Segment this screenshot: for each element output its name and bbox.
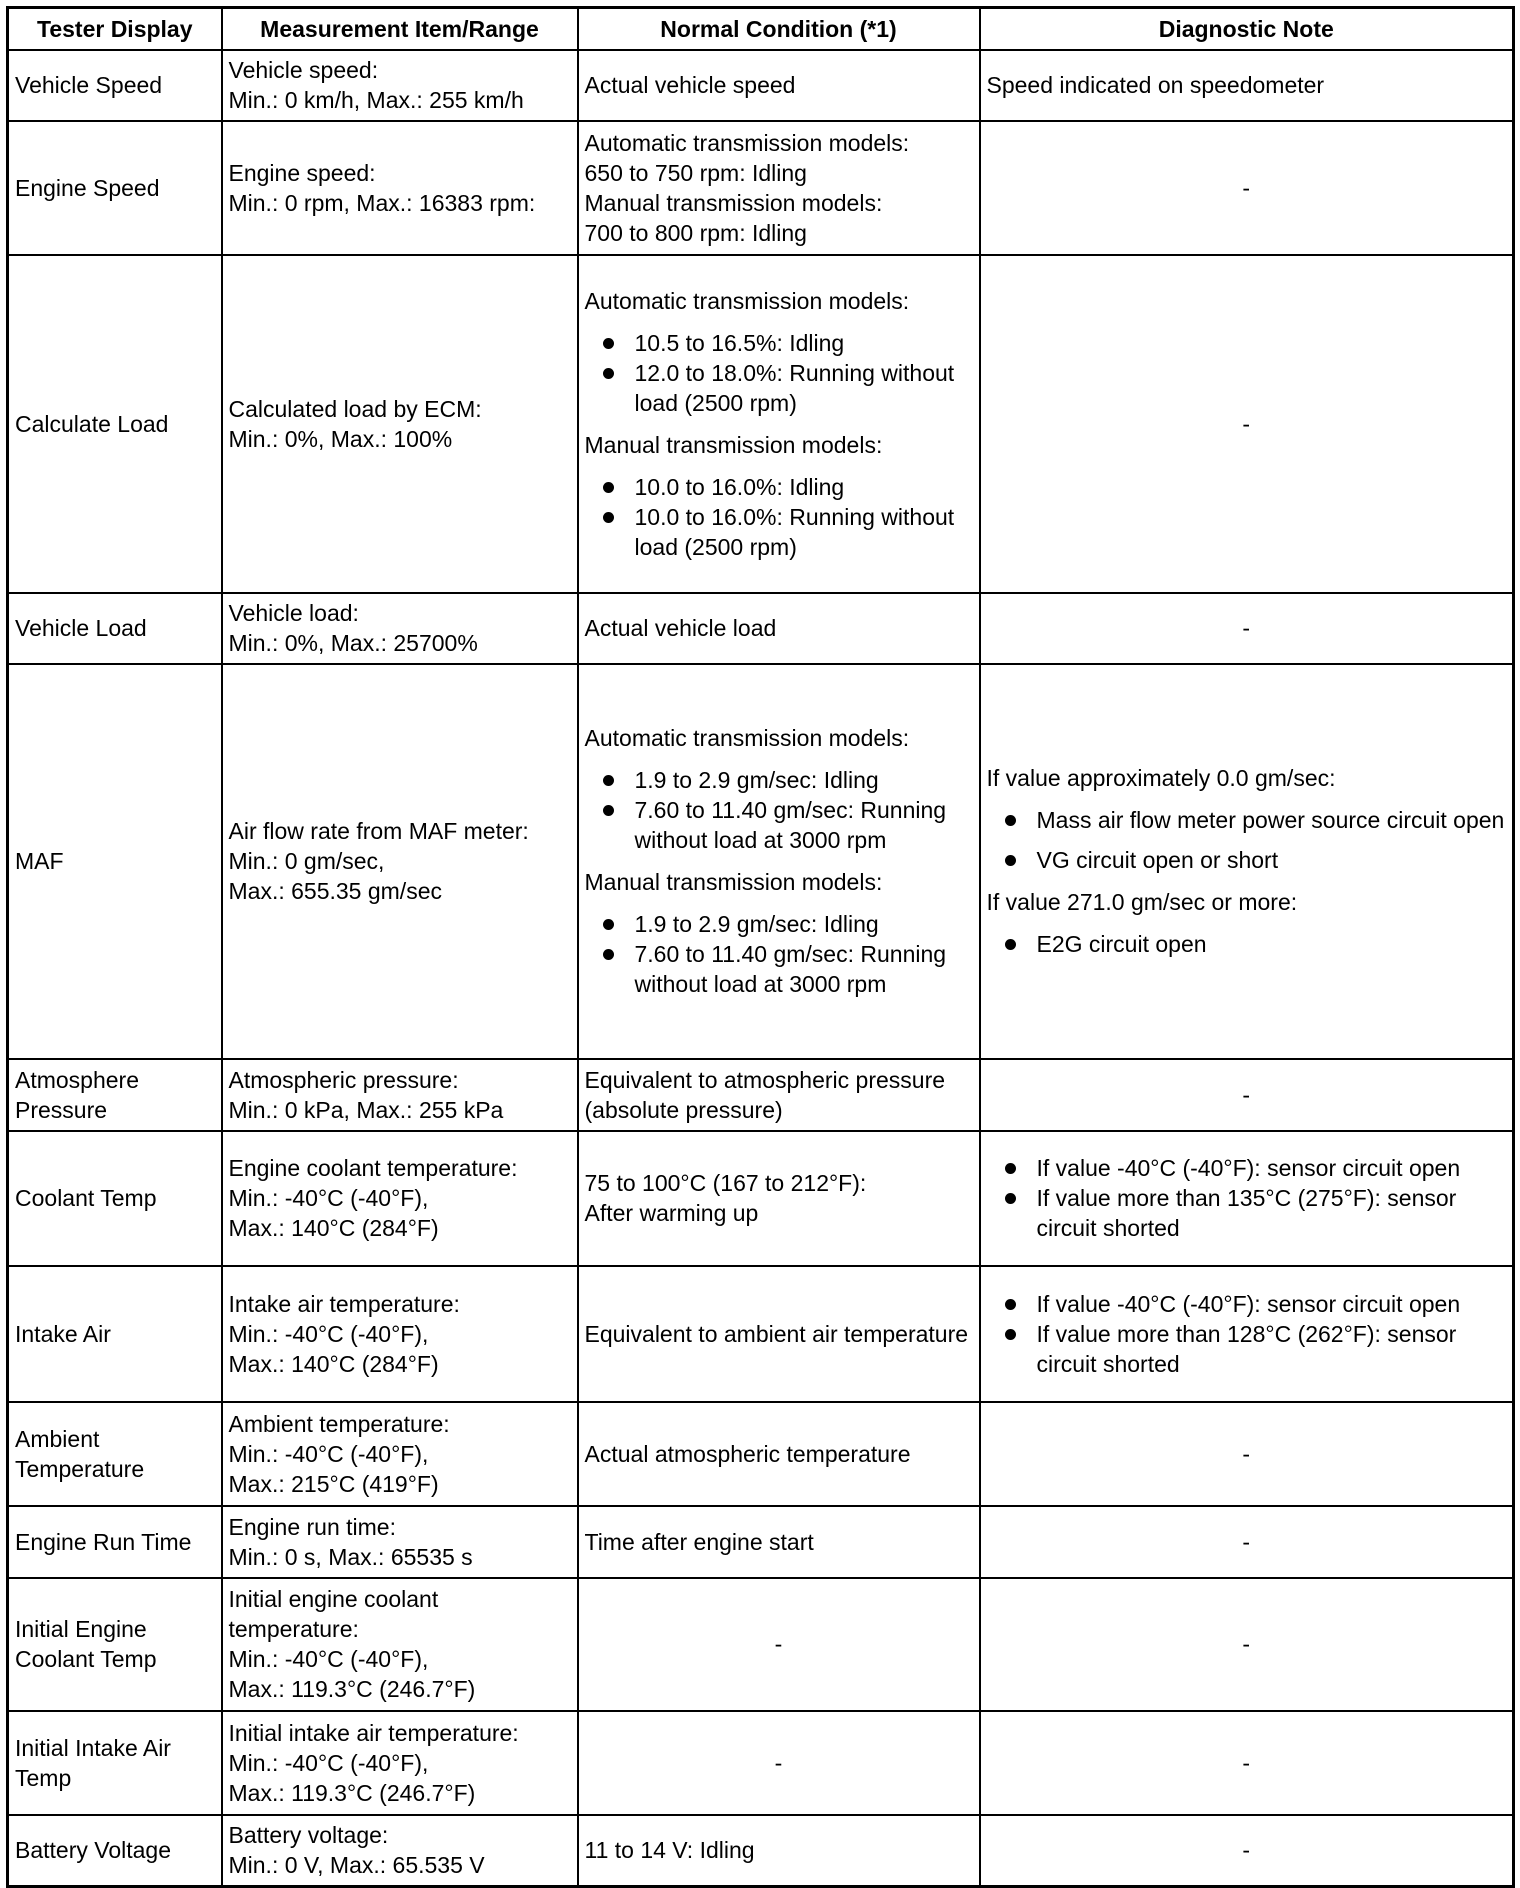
range-line: Min.: -40°C (-40°F),: [228, 1440, 429, 1467]
normal-condition-cell: [578, 1131, 980, 1266]
tester-display-cell: Atmosphere Pressure: [8, 1059, 222, 1131]
list-item: If value -40°C (-40°F): sensor circuit open: [987, 1153, 1507, 1183]
header-tester-display: Tester Display: [8, 8, 222, 50]
condition-list: [585, 909, 973, 999]
range-line: Min.: 0%, Max.: 25700%: [228, 630, 478, 656]
range-cell: [222, 255, 578, 593]
diagnostic-note-cell: -: [980, 1059, 1514, 1131]
condition-line: After warming up: [584, 1200, 759, 1226]
tester-display-cell: Initial Engine Coolant Temp: [8, 1578, 222, 1711]
list-item: 1.9 to 2.9 gm/sec: Idling: [585, 909, 973, 939]
range-line: Min.: 0 s, Max.: 65535 s: [228, 1543, 473, 1570]
diagnostic-note-cell: -: [980, 121, 1514, 255]
range-line: Min.: -40°C (-40°F),: [228, 1185, 429, 1211]
range-line: Min.: -40°C (-40°F),: [228, 1320, 429, 1347]
range-line: Engine speed:: [228, 159, 376, 186]
range-cell: [222, 1815, 578, 1887]
diagnostic-note-cell: -: [980, 255, 1514, 593]
range-line: Engine run time:: [228, 1513, 396, 1540]
range-cell: [222, 1131, 578, 1266]
range-line: Vehicle load:: [228, 600, 359, 626]
note-heading: If value 271.0 gm/sec or more:: [986, 889, 1298, 915]
condition-heading: Manual transmission models:: [584, 431, 883, 458]
range-line: Max.: 140°C (284°F): [228, 1215, 439, 1241]
tester-display-cell: Vehicle Load: [8, 593, 222, 664]
normal-condition-cell: Time after engine start: [578, 1506, 980, 1578]
note-list: [987, 1289, 1507, 1379]
diagnostic-note-cell: -: [980, 1506, 1514, 1578]
diagnostic-note-cell: -: [980, 1578, 1514, 1711]
tester-display-cell: Battery Voltage: [8, 1815, 222, 1887]
normal-condition-cell: -: [578, 1578, 980, 1711]
note-list: [987, 929, 1507, 959]
table-row: [8, 1578, 1514, 1711]
condition-heading: Manual transmission models:: [584, 869, 883, 895]
range-line: Air flow rate from MAF meter:: [228, 818, 529, 844]
normal-condition-cell: Equivalent to ambient air temperature: [578, 1266, 980, 1402]
normal-condition-cell: -: [578, 1711, 980, 1815]
list-item: Mass air flow meter power source circuit open: [987, 805, 1507, 835]
range-line: Min.: -40°C (-40°F),: [228, 1646, 429, 1672]
tester-display-cell: Calculate Load: [8, 255, 222, 593]
table-row: [8, 1131, 1514, 1266]
tester-display-cell: Engine Speed: [8, 121, 222, 255]
condition-heading: Automatic transmission models:: [584, 287, 910, 314]
table-row: [8, 50, 1514, 121]
normal-condition-cell: Actual vehicle speed: [578, 50, 980, 121]
normal-condition-cell: Actual atmospheric temperature: [578, 1402, 980, 1506]
range-cell: [222, 50, 578, 121]
condition-list: [585, 328, 973, 418]
range-line: Min.: 0 V, Max.: 65.535 V: [228, 1852, 485, 1879]
header-diagnostic-note: Diagnostic Note: [980, 8, 1514, 50]
header-row: [8, 8, 1514, 50]
header-measurement-range: Measurement Item/Range: [222, 8, 578, 50]
note-heading: If value approximately 0.0 gm/sec:: [986, 765, 1336, 791]
range-line: Initial intake air temperature:: [228, 1719, 519, 1746]
table-row: [8, 1402, 1514, 1506]
table-row: [8, 1815, 1514, 1887]
tester-display-cell: Ambient Temperature: [8, 1402, 222, 1506]
range-line: Engine coolant temperature:: [228, 1155, 518, 1181]
normal-condition-cell: [578, 255, 980, 593]
list-item: If value -40°C (-40°F): sensor circuit open: [987, 1289, 1507, 1319]
range-line: Min.: 0 gm/sec,: [228, 848, 385, 874]
range-cell: [222, 1059, 578, 1131]
range-line: Ambient temperature:: [228, 1410, 450, 1437]
range-cell: [222, 593, 578, 664]
condition-line: Automatic transmission models:: [584, 129, 910, 156]
range-line: Min.: -40°C (-40°F),: [228, 1749, 429, 1776]
list-item: If value more than 128°C (262°F): sensor circuit shorted: [987, 1319, 1507, 1379]
tester-display-cell: MAF: [8, 664, 222, 1059]
table-row: [8, 121, 1514, 255]
list-item: If value more than 135°C (275°F): sensor circuit shorted: [987, 1183, 1507, 1243]
note-list: [987, 1153, 1507, 1243]
tester-display-cell: Coolant Temp: [8, 1131, 222, 1266]
range-cell: [222, 1506, 578, 1578]
tester-display-cell: Intake Air: [8, 1266, 222, 1402]
tester-display-cell: Vehicle Speed: [8, 50, 222, 121]
diagnostic-note-cell: [980, 664, 1514, 1059]
list-item: 1.9 to 2.9 gm/sec: Idling: [585, 765, 973, 795]
table-row: [8, 1506, 1514, 1578]
condition-line: 650 to 750 rpm: Idling: [584, 159, 807, 186]
header-normal-condition: Normal Condition (*1): [578, 8, 980, 50]
range-cell: [222, 1711, 578, 1815]
list-item: 10.0 to 16.0%: Idling: [585, 472, 973, 502]
condition-line: 700 to 800 rpm: Idling: [584, 219, 807, 246]
data-list-table: [6, 6, 1515, 1888]
data-list-table-container: [6, 6, 1512, 1888]
list-item: 7.60 to 11.40 gm/sec: Running without load at 3000 rpm: [585, 939, 973, 999]
normal-condition-cell: Equivalent to atmospheric pressure (absolute pressure): [578, 1059, 980, 1131]
normal-condition-cell: [578, 121, 980, 255]
range-line: Min.: 0 rpm, Max.: 16383 rpm:: [228, 189, 536, 216]
list-item: 10.0 to 16.0%: Running without load (2500 rpm): [585, 502, 973, 562]
range-line: Intake air temperature:: [228, 1290, 460, 1317]
range-line: Max.: 655.35 gm/sec: [228, 878, 442, 904]
range-line: Max.: 119.3°C (246.7°F): [228, 1779, 476, 1806]
tester-display-cell: Initial Intake Air Temp: [8, 1711, 222, 1815]
range-line: Max.: 140°C (284°F): [228, 1350, 439, 1377]
condition-line: Manual transmission models:: [584, 189, 883, 216]
diagnostic-note-cell: -: [980, 1815, 1514, 1887]
diagnostic-note-cell: -: [980, 1402, 1514, 1506]
normal-condition-cell: 11 to 14 V: Idling: [578, 1815, 980, 1887]
normal-condition-cell: Actual vehicle load: [578, 593, 980, 664]
range-line: Max.: 119.3°C (246.7°F): [228, 1676, 476, 1702]
table-row: [8, 1266, 1514, 1402]
condition-heading: Automatic transmission models:: [584, 725, 910, 751]
table-row: [8, 1711, 1514, 1815]
range-line: Min.: 0%, Max.: 100%: [228, 425, 453, 452]
list-item: 12.0 to 18.0%: Running without load (2500 rpm): [585, 358, 973, 418]
range-line: Min.: 0 km/h, Max.: 255 km/h: [228, 87, 524, 113]
range-line: Atmospheric pressure:: [228, 1066, 459, 1093]
range-cell: [222, 121, 578, 255]
diagnostic-note-cell: -: [980, 593, 1514, 664]
range-cell: [222, 1578, 578, 1711]
note-list: [987, 805, 1507, 875]
list-item: VG circuit open or short: [987, 845, 1507, 875]
table-row: [8, 593, 1514, 664]
diagnostic-note-cell: Speed indicated on speedometer: [980, 50, 1514, 121]
list-item: 7.60 to 11.40 gm/sec: Running without load at 3000 rpm: [585, 795, 973, 855]
list-item: 10.5 to 16.5%: Idling: [585, 328, 973, 358]
table-row: [8, 1059, 1514, 1131]
diagnostic-note-cell: [980, 1131, 1514, 1266]
range-line: Max.: 215°C (419°F): [228, 1470, 439, 1497]
normal-condition-cell: [578, 664, 980, 1059]
diagnostic-note-cell: -: [980, 1711, 1514, 1815]
table-row: [8, 664, 1514, 1059]
range-line: Min.: 0 kPa, Max.: 255 kPa: [228, 1096, 504, 1123]
diagnostic-note-cell: [980, 1266, 1514, 1402]
condition-line: 75 to 100°C (167 to 212°F):: [584, 1170, 867, 1196]
range-line: Initial engine coolant temperature:: [228, 1586, 439, 1642]
list-item: E2G circuit open: [987, 929, 1507, 959]
range-line: Calculated load by ECM:: [228, 395, 482, 422]
table-row: [8, 255, 1514, 593]
range-line: Vehicle speed:: [228, 57, 379, 83]
range-line: Battery voltage:: [228, 1822, 389, 1849]
range-cell: [222, 1402, 578, 1506]
range-cell: [222, 664, 578, 1059]
range-cell: [222, 1266, 578, 1402]
tester-display-cell: Engine Run Time: [8, 1506, 222, 1578]
condition-list: [585, 765, 973, 855]
condition-list: [585, 472, 973, 562]
